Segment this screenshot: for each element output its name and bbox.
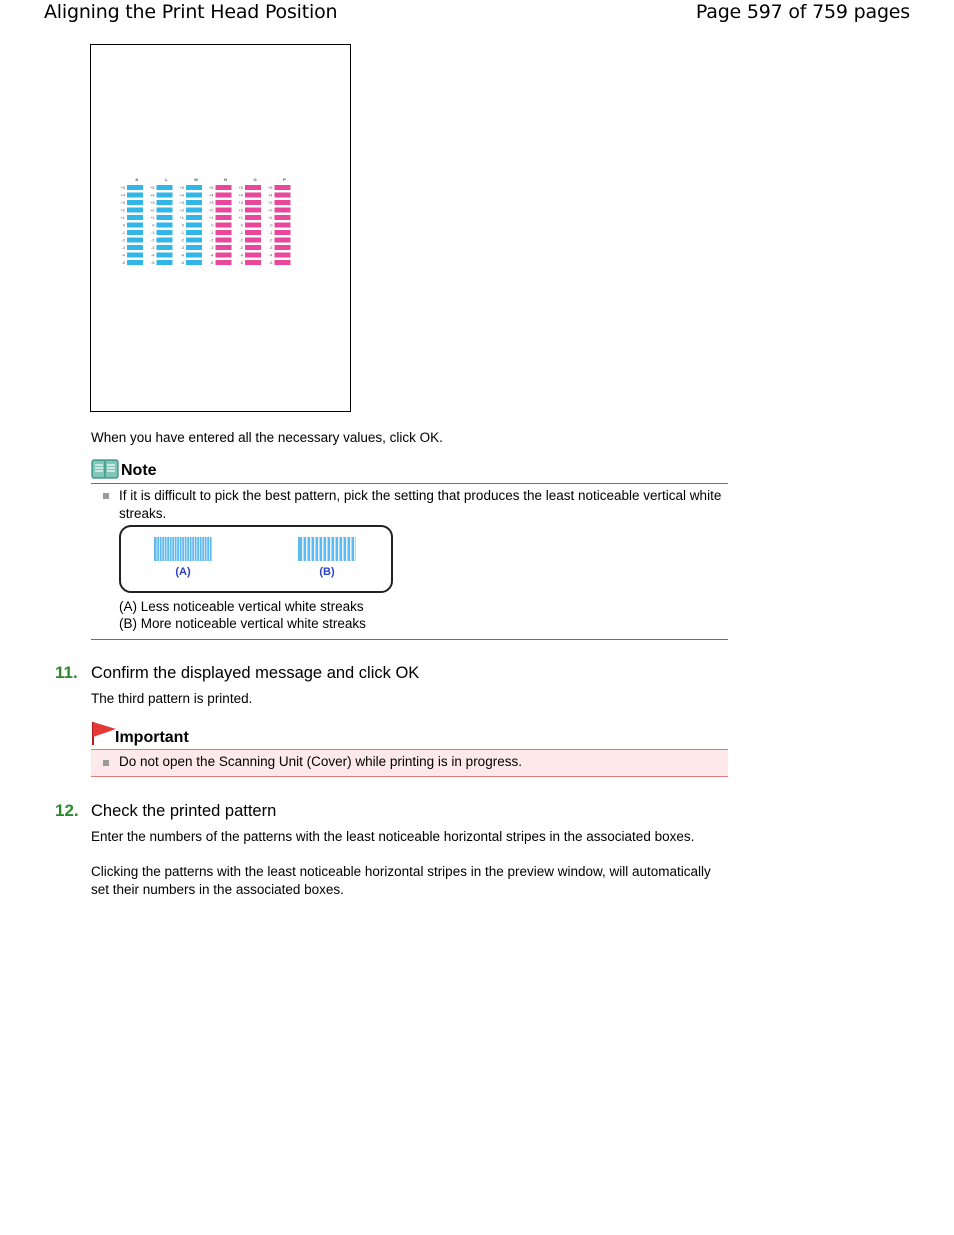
pattern-row-label: -2: [209, 237, 214, 243]
pattern-swatch: [245, 208, 261, 213]
streak-a-streak: [187, 537, 188, 561]
pattern-swatch: [275, 245, 291, 250]
pattern-swatch: [186, 238, 202, 243]
pattern-row-label: -5: [209, 260, 214, 265]
pattern-row-label: -5: [150, 260, 155, 265]
pattern-row-label: 0: [181, 222, 184, 228]
pattern-row-label: -4: [239, 252, 243, 258]
streak-b-streak: [350, 537, 352, 561]
streak-b-streak: [306, 537, 308, 561]
pattern-swatch: [157, 260, 173, 265]
pattern-row-label: -3: [268, 245, 273, 250]
pattern-column-label: O: [253, 177, 257, 182]
streak-b-streak: [342, 537, 344, 561]
pattern-swatch: [157, 238, 173, 243]
pattern-column-label: K: [135, 177, 139, 182]
pattern-swatch: [275, 253, 291, 258]
streak-a-streak: [157, 537, 158, 561]
step-12-number: 12.: [55, 801, 79, 820]
streak-b-streak: [326, 537, 328, 561]
pattern-row-label: +1: [238, 215, 243, 220]
pattern-row-label: +5: [179, 185, 184, 190]
streak-label-b: (B): [319, 566, 335, 578]
streak-a-streak: [167, 537, 168, 561]
pattern-row-label: +2: [267, 207, 273, 213]
streak-a-streak: [212, 537, 213, 561]
streak-a-streak: [172, 537, 173, 561]
pattern-row-label: +3: [267, 200, 273, 205]
pattern-swatch: [127, 185, 143, 190]
pattern-row-label: -5: [180, 260, 184, 265]
pattern-swatch: [186, 253, 202, 258]
pattern-swatch: [216, 238, 232, 243]
streak-a-streak: [164, 537, 165, 561]
pattern-sheet-figure: [90, 44, 351, 412]
pattern-row-label: +2: [149, 207, 155, 213]
pattern-swatch: [245, 193, 261, 198]
step-12-text-1: Enter the numbers of the patterns with the least noticeable horizontal stripes in the associated boxes.: [91, 829, 695, 844]
note-divider: [91, 639, 728, 640]
important-title: Important: [115, 729, 189, 746]
pattern-row-label: -1: [121, 230, 125, 235]
pattern-swatch: [245, 185, 261, 190]
pattern-row-label: +5: [238, 185, 243, 190]
streak-a-streak: [199, 537, 200, 561]
pattern-row-label: -3: [150, 245, 155, 250]
pattern-swatch: [275, 230, 291, 235]
pattern-row-label: +3: [149, 200, 155, 205]
streak-sample-a: [154, 537, 212, 561]
pattern-swatch: [127, 208, 143, 213]
pattern-row-label: -1: [239, 230, 243, 235]
streak-a-streak: [169, 537, 170, 561]
step-12-text-2: Clicking the patterns with the least noticeable horizontal stripes in the preview window, will automatically set their numbers in the associated boxes.: [91, 864, 711, 897]
pattern-column-label: P: [283, 177, 286, 182]
pattern-row-label: +3: [120, 200, 125, 205]
streak-b-streak: [310, 537, 312, 561]
pattern-swatch: [245, 223, 261, 228]
pattern-row-label: -2: [121, 237, 125, 243]
streak-a-streak: [189, 537, 190, 561]
streak-a-streak: [204, 537, 205, 561]
pattern-swatch: [127, 253, 143, 258]
streak-sample-b: [298, 537, 356, 561]
streak-a-streak: [207, 537, 208, 561]
after-figure-text: When you have entered all the necessary values, click OK.: [91, 430, 443, 445]
pattern-swatch: [127, 230, 143, 235]
streak-b-streak: [302, 537, 304, 561]
pattern-row-label: +5: [208, 185, 214, 190]
streak-a-streak: [179, 537, 180, 561]
pattern-swatch: [157, 215, 173, 220]
pattern-row-label: -1: [268, 230, 273, 235]
pattern-swatch: [216, 223, 232, 228]
pattern-swatch: [186, 185, 202, 190]
pattern-swatch: [127, 200, 143, 205]
pattern-swatch: [245, 253, 261, 258]
pattern-row-label: -3: [239, 245, 243, 250]
pattern-swatch: [157, 185, 173, 190]
streak-a-fill: [154, 537, 212, 561]
pattern-swatch: [157, 223, 173, 228]
streak-a-streak: [159, 537, 160, 561]
pattern-swatch: [157, 253, 173, 258]
pattern-row-label: +2: [208, 207, 214, 213]
page-counter: Page 597 of 759 pages: [695, 1, 910, 23]
pattern-swatch: [245, 215, 261, 220]
pattern-row-label: +5: [120, 185, 125, 190]
pattern-swatch: [275, 193, 291, 198]
pattern-row-label: +1: [179, 215, 184, 220]
pattern-row-label: +3: [238, 200, 243, 205]
pattern-row-label: +1: [208, 215, 214, 220]
pattern-swatch: [127, 260, 143, 265]
pattern-row-label: +1: [120, 215, 125, 220]
pattern-swatch: [275, 238, 291, 243]
pattern-row-label: -2: [268, 237, 273, 243]
streak-b-streak: [322, 537, 324, 561]
pattern-row-label: -1: [209, 230, 214, 235]
streak-a-streak: [209, 537, 210, 561]
streak-a-streak: [197, 537, 198, 561]
pattern-swatch: [216, 253, 232, 258]
pattern-swatch: [275, 223, 291, 228]
pattern-row-label: 0: [122, 222, 125, 228]
pattern-swatch: [127, 215, 143, 220]
alignment-pattern-preview: [91, 45, 350, 411]
pattern-swatch: [157, 208, 173, 213]
caption-b: (B) More noticeable vertical white streaks: [119, 616, 366, 631]
pattern-row-label: +1: [267, 215, 273, 220]
note-title: Note: [121, 462, 157, 479]
streak-a-streak: [184, 537, 185, 561]
pattern-row-label: +4: [120, 192, 125, 198]
caption-a: (A) Less noticeable vertical white streaks: [119, 599, 364, 614]
streak-b-streak: [314, 537, 316, 561]
pattern-row-label: +4: [179, 192, 184, 198]
note-text: If it is difficult to pick the best pattern, pick the setting that produces the least noticeable vertical white streaks.: [119, 488, 722, 521]
pattern-row-label: -2: [180, 237, 184, 243]
streak-a-streak: [194, 537, 195, 561]
pattern-row-label: +4: [208, 192, 214, 198]
streak-label-a: (A): [175, 566, 191, 578]
pattern-swatch: [275, 208, 291, 213]
pattern-row-label: -4: [121, 252, 125, 258]
pattern-row-label: 0: [240, 222, 243, 228]
pattern-swatch: [157, 200, 173, 205]
pattern-swatch: [186, 245, 202, 250]
pattern-swatch: [186, 223, 202, 228]
note-bullet: [103, 493, 109, 499]
pattern-swatch: [275, 215, 291, 220]
step-11-number: 11.: [55, 663, 78, 682]
pattern-swatch: [127, 223, 143, 228]
pattern-swatch: [245, 230, 261, 235]
streak-a-streak: [202, 537, 203, 561]
pattern-row-label: -4: [180, 252, 184, 258]
pattern-swatch: [216, 245, 232, 250]
note-header: [91, 458, 728, 484]
pattern-row-label: +5: [149, 185, 155, 190]
pattern-swatch: [216, 208, 232, 213]
pattern-row-label: +4: [238, 192, 243, 198]
pattern-swatch: [186, 208, 202, 213]
pattern-column-label: M: [194, 177, 198, 182]
pattern-swatch: [275, 260, 291, 265]
step-11-text: The third pattern is printed.: [91, 691, 253, 706]
pattern-swatch: [157, 230, 173, 235]
pattern-swatch: [275, 185, 291, 190]
pattern-row-label: -3: [209, 245, 214, 250]
pattern-row-label: -4: [209, 252, 214, 258]
streak-b-streak: [318, 537, 320, 561]
pattern-row-label: +1: [149, 215, 155, 220]
streak-b-streak: [330, 537, 332, 561]
pattern-swatch: [216, 260, 232, 265]
pattern-row-label: -1: [150, 230, 155, 235]
step-12-title: Check the printed pattern: [91, 802, 277, 820]
pattern-swatch: [157, 193, 173, 198]
pattern-row-label: -1: [180, 230, 184, 235]
important-bullet: [103, 760, 109, 766]
pattern-swatch: [275, 200, 291, 205]
streak-a-streak: [174, 537, 175, 561]
pattern-row-label: -5: [121, 260, 125, 265]
pattern-row-label: -5: [268, 260, 273, 265]
pattern-row-label: 0: [152, 222, 155, 228]
pattern-row-label: -2: [150, 237, 155, 243]
pattern-swatch: [186, 193, 202, 198]
pattern-row-label: +2: [179, 207, 184, 213]
streak-comparison-figure: [119, 525, 393, 593]
document-title: Aligning the Print Head Position: [44, 1, 338, 23]
pattern-swatch: [216, 185, 232, 190]
pattern-swatch: [216, 215, 232, 220]
pattern-swatch: [127, 193, 143, 198]
streak-b-streak: [354, 537, 356, 561]
pattern-swatch: [186, 200, 202, 205]
pattern-swatch: [216, 230, 232, 235]
pattern-swatch: [245, 245, 261, 250]
pattern-swatch: [245, 260, 261, 265]
streak-b-streak: [346, 537, 348, 561]
pattern-swatch: [216, 200, 232, 205]
flag-icon: [91, 720, 117, 746]
pattern-row-label: -5: [239, 260, 243, 265]
important-text: Do not open the Scanning Unit (Cover) while printing is in progress.: [119, 754, 522, 769]
pattern-row-label: +3: [179, 200, 184, 205]
pattern-swatch: [245, 238, 261, 243]
pattern-row-label: -3: [121, 245, 125, 250]
pattern-row-label: 0: [211, 222, 214, 228]
step-11-title: Confirm the displayed message and click OK: [91, 664, 420, 682]
streak-comparison-image: [121, 527, 391, 591]
pattern-row-label: +2: [238, 207, 243, 213]
streak-a-streak: [192, 537, 193, 561]
pattern-row-label: +3: [208, 200, 214, 205]
pattern-row-label: +5: [267, 185, 273, 190]
streak-b-streak: [334, 537, 336, 561]
streak-a-streak: [162, 537, 163, 561]
streak-a-streak: [182, 537, 183, 561]
pattern-column-label: N: [224, 177, 227, 182]
pattern-swatch: [186, 260, 202, 265]
pattern-swatch: [186, 230, 202, 235]
pattern-row-label: -3: [180, 245, 184, 250]
book-icon: [91, 458, 119, 480]
pattern-row-label: +2: [120, 207, 125, 213]
pattern-row-label: -2: [239, 237, 243, 243]
pattern-swatch: [186, 215, 202, 220]
pattern-row-label: -4: [268, 252, 273, 258]
streak-b-streak: [338, 537, 340, 561]
pattern-swatch: [127, 245, 143, 250]
pattern-row-label: 0: [270, 222, 273, 228]
pattern-row-label: +4: [267, 192, 273, 198]
pattern-row-label: -4: [150, 252, 155, 258]
pattern-swatch: [127, 238, 143, 243]
pattern-swatch: [157, 245, 173, 250]
pattern-swatch: [216, 193, 232, 198]
pattern-swatch: [245, 200, 261, 205]
streak-a-streak: [177, 537, 178, 561]
pattern-row-label: +4: [149, 192, 155, 198]
pattern-column-label: L: [165, 177, 168, 182]
